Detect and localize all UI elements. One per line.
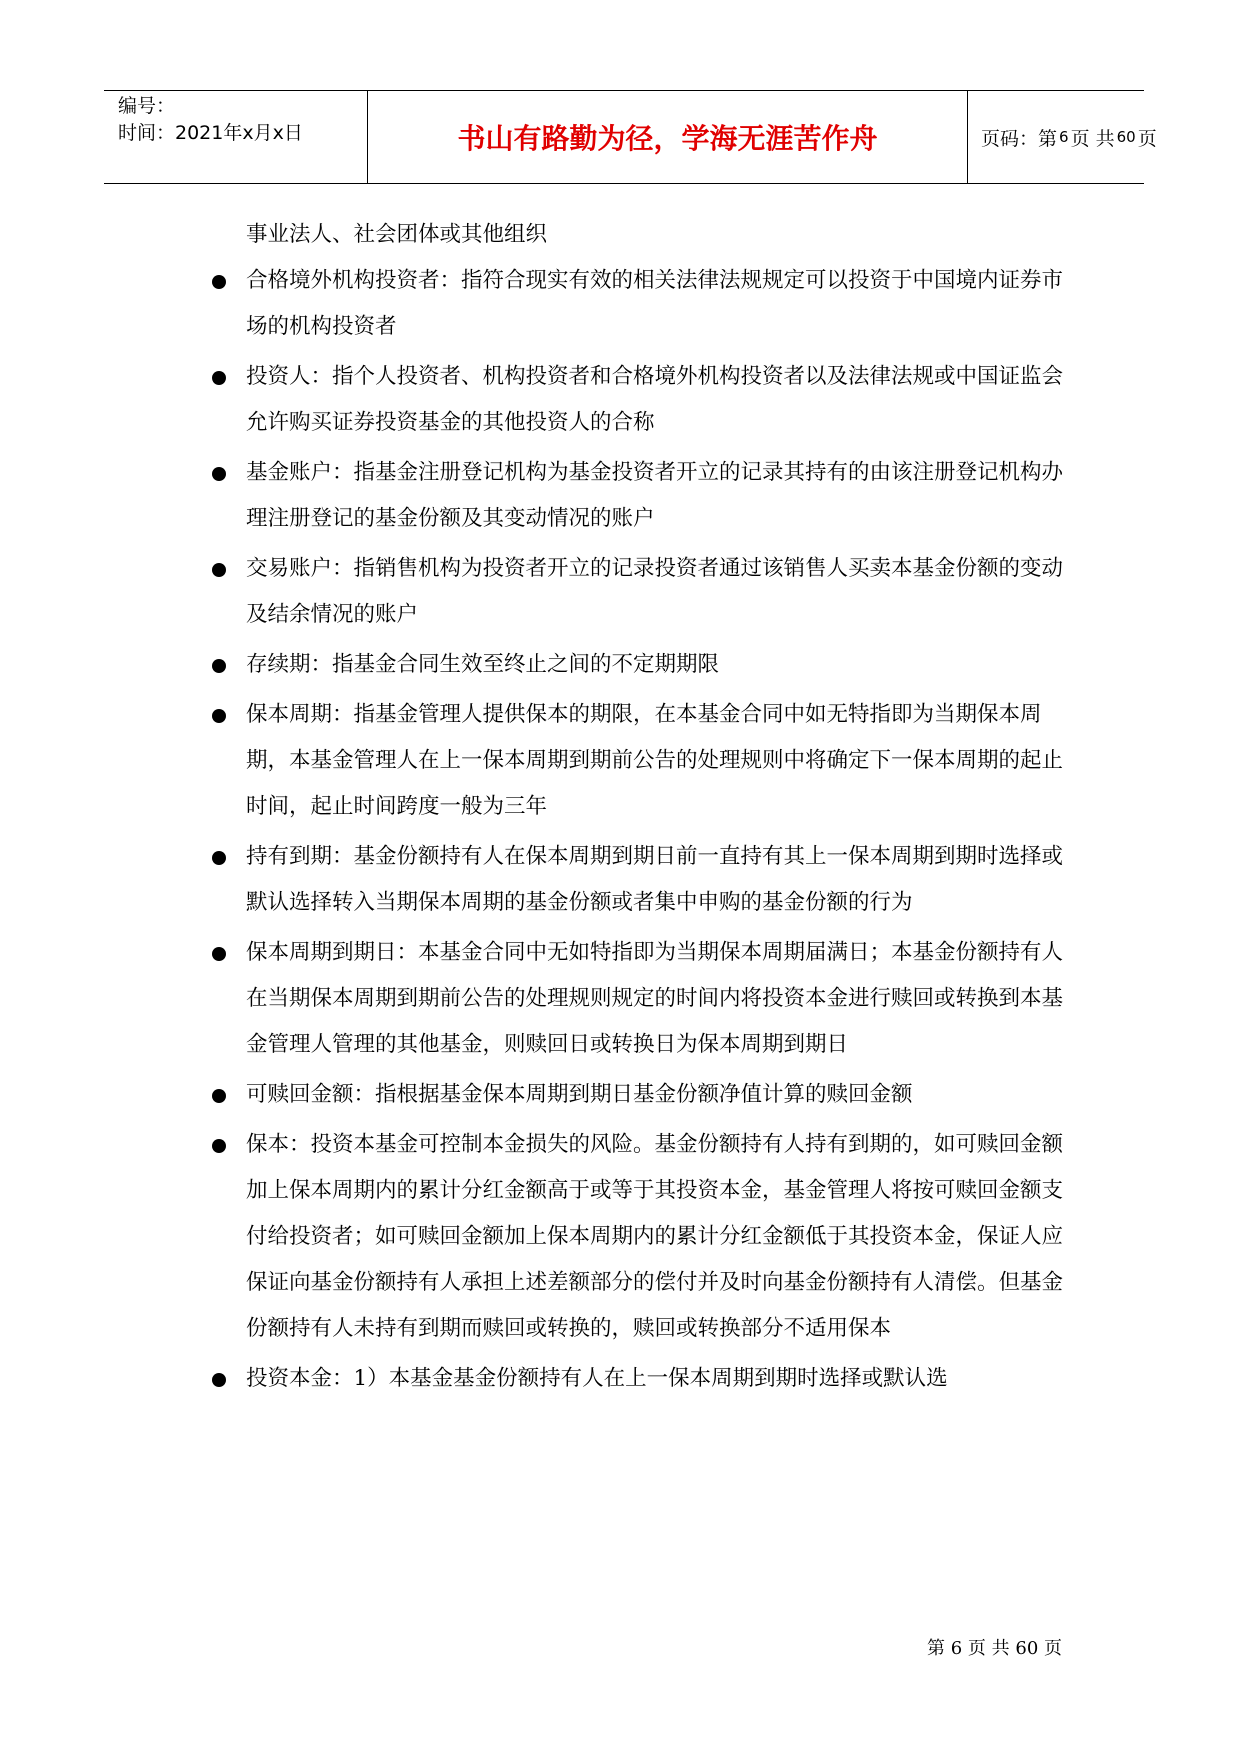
list-item-text: 投资本金：1）本基金基金份额持有人在上一保本周期到期时选择或默认选: [246, 1366, 948, 1391]
list-item-text: 交易账户：指销售机构为投资者开立的记录投资者通过该销售人买卖本基金份额的变动及结余情况的账户: [246, 556, 1064, 627]
list-item-text: 合格境外机构投资者：指符合现实有效的相关法律法规规定可以投资于中国境内证券市场的机构投资者: [246, 268, 1064, 339]
list-item: [212, 834, 1072, 926]
document-body: [212, 212, 1072, 1406]
bullet-icon: [212, 1373, 226, 1387]
page-mid: 页 共: [1070, 127, 1115, 150]
list-item: [212, 354, 1072, 446]
list-item: [212, 692, 1072, 830]
page-total: 60: [1116, 128, 1136, 146]
bullet-icon: [212, 851, 226, 865]
bullet-icon: [212, 1089, 226, 1103]
list-item-text: 保本周期：指基金管理人提供保本的期限，在本基金合同中如无特指即为当期保本周期，本基金管理人在上一保本周期到期前公告的处理规则中将确定下一保本周期的起止时间，起止时间跨度一般为三年: [246, 702, 1064, 819]
bullet-icon: [212, 1139, 226, 1153]
bullet-icon: [212, 467, 226, 481]
list-item: [212, 1072, 1072, 1118]
number-label: 编号：: [118, 95, 176, 117]
list-item: [212, 450, 1072, 542]
page-footer: 第 6 页 共 60 页: [927, 1638, 1062, 1659]
list-item: [212, 642, 1072, 688]
list-item-text: 存续期：指基金合同生效至终止之间的不定期期限: [246, 652, 720, 677]
list-item: [212, 546, 1072, 638]
list-item-text: 持有到期：基金份额持有人在保本周期到期日前一直持有其上一保本周期到期时选择或默认选择转入当期保本周期的基金份额或者集中申购的基金份额的行为: [246, 844, 1064, 915]
page-prefix: 页码：第: [981, 127, 1058, 150]
continuation-text: 事业法人、社会团体或其他组织: [246, 222, 548, 247]
bullet-icon: [212, 659, 226, 673]
list-item: [212, 258, 1072, 350]
page-number: 6: [1059, 128, 1069, 146]
list-item: [212, 930, 1072, 1068]
page-indicator: [967, 91, 1157, 183]
bullet-icon: [212, 563, 226, 577]
list-item-text: 投资人：指个人投资者、机构投资者和合格境外机构投资者以及法律法规或中国证监会允许购买证券投资基金的其他投资人的合称: [246, 364, 1064, 435]
bullet-icon: [212, 947, 226, 961]
bullet-icon: [212, 709, 226, 723]
bullet-icon: [212, 371, 226, 385]
page-suffix: 页: [1137, 127, 1157, 150]
bullet-icon: [212, 275, 226, 289]
header-table: [104, 90, 1157, 184]
list-item: [212, 1122, 1072, 1352]
header-left-cell: [104, 91, 368, 183]
list-item-text: 保本：投资本基金可控制本金损失的风险。基金份额持有人持有到期的，如可赎回金额加上保本周期内的累计分红金额高于或等于其投资本金，基金管理人将按可赎回金额支付给投资者；如可赎回金额加上保本周期内的累计分红金额低于其投资本金，保证人应保证向基金份额持有人承担上述差额部分的偿付并及时向基金份额持有人清偿。但基金份额持有人未持有到期而赎回或转换的，赎回或转换部分不适用保本: [246, 1132, 1064, 1341]
motto: 书山有路勤为径，学海无涯苦作舟: [368, 91, 968, 183]
list-item-text: 保本周期到期日：本基金合同中无如特指即为当期保本周期届满日；本基金份额持有人在当期保本周期到期前公告的处理规则规定的时间内将投资本金进行赎回或转换到本基金管理人管理的其他基金，则赎回日或转换日为保本周期到期日: [246, 940, 1064, 1057]
list-item-text: 可赎回金额：指根据基金保本周期到期日基金份额净值计算的赎回金额: [246, 1082, 913, 1107]
list-item-text: 基金账户：指基金注册登记机构为基金投资者开立的记录其持有的由该注册登记机构办理注册登记的基金份额及其变动情况的账户: [246, 460, 1064, 531]
time-label: 时间：2021年x月x日: [118, 122, 303, 144]
list-item: [212, 1356, 1072, 1402]
